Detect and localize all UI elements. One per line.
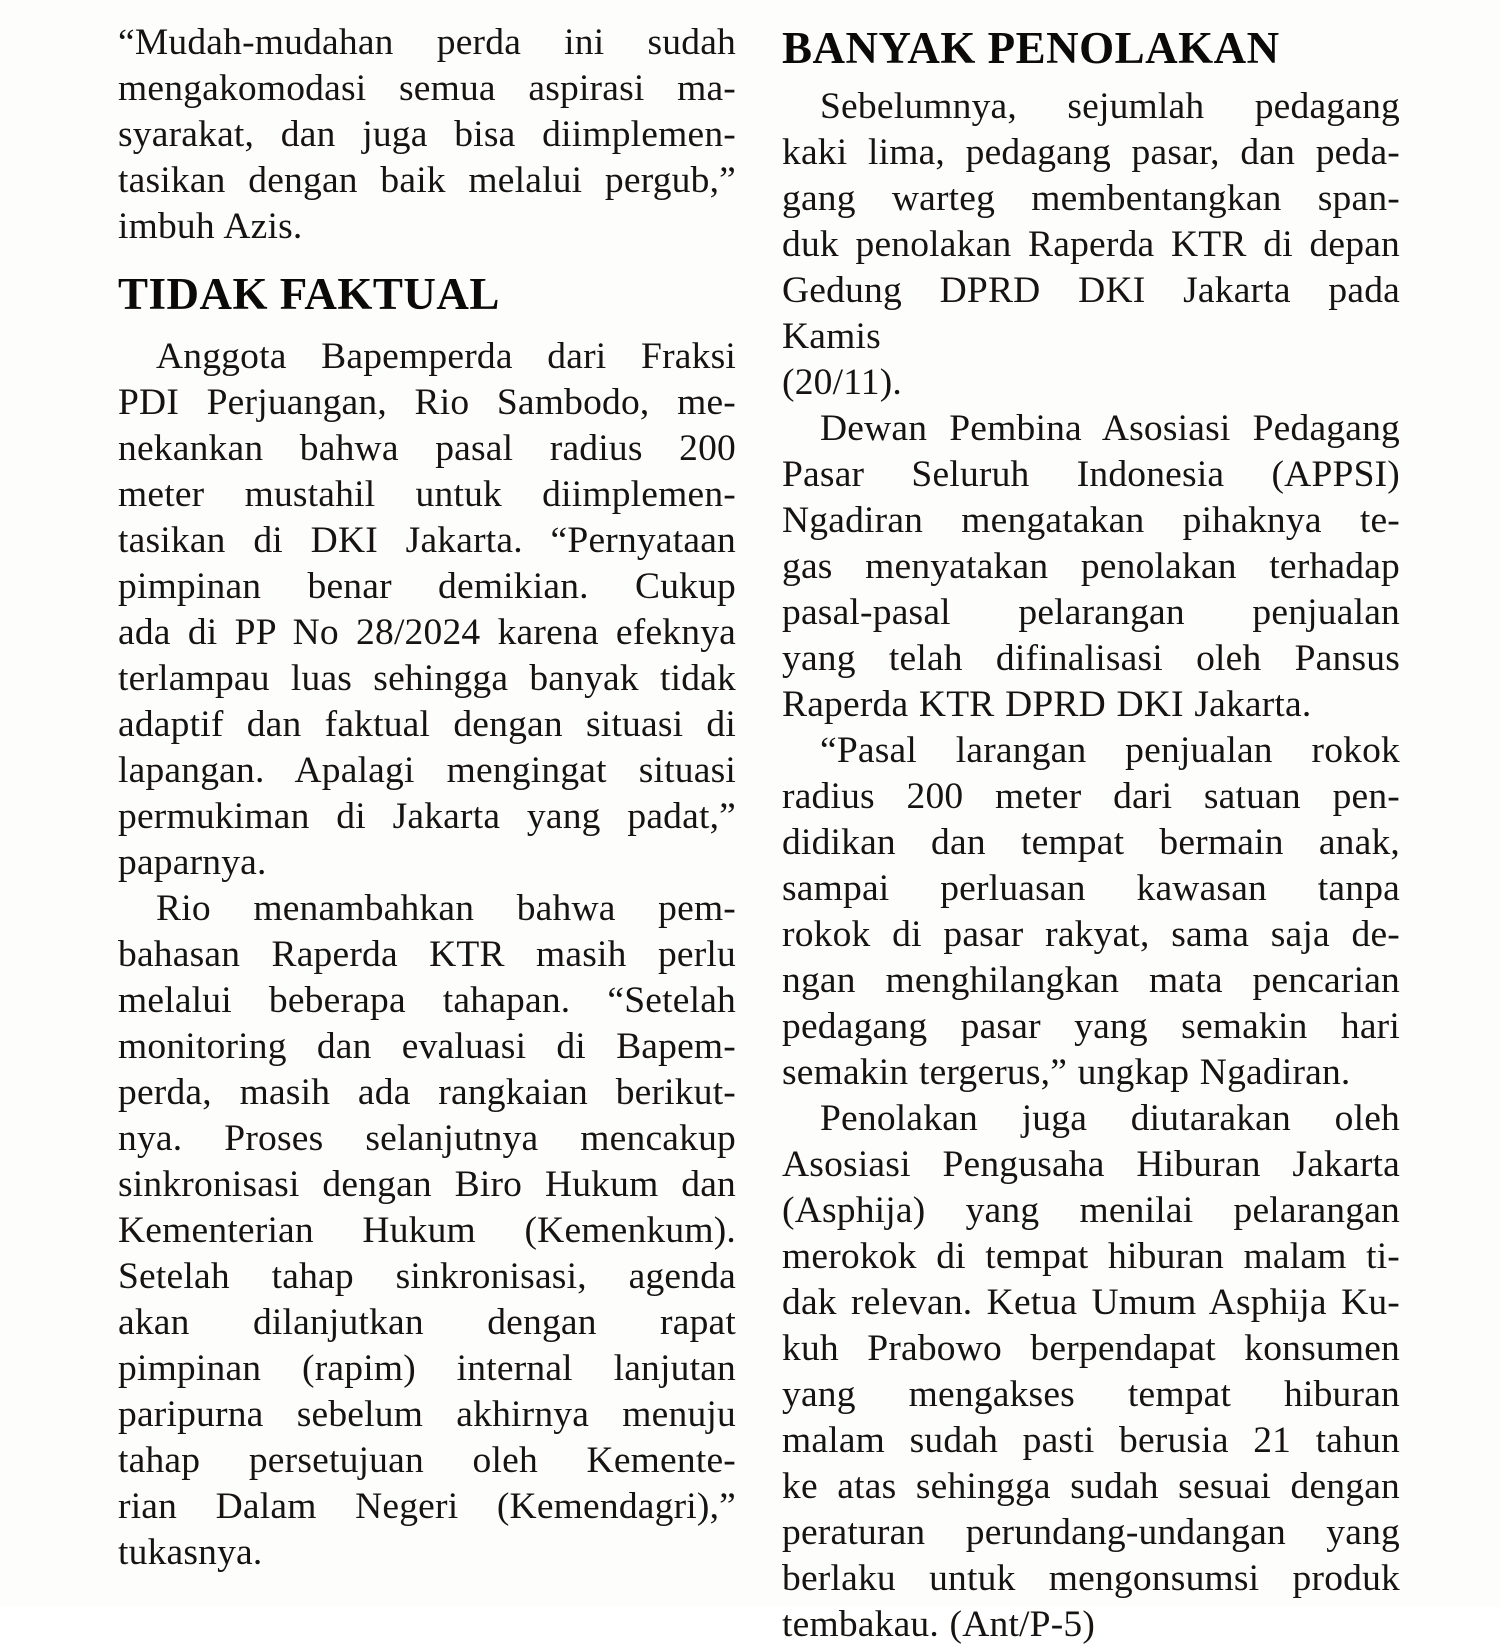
text-line: pimpinan benar demikian. Cukup xyxy=(118,566,736,607)
text-line: tasikan di DKI Jakarta. “Pernyataan xyxy=(118,520,736,561)
text-line: Dewan Pembina Asosiasi Pedagang xyxy=(820,408,1400,449)
text-line: duk penolakan Raperda KTR di depan xyxy=(782,224,1400,265)
text-line: Sebelumnya, sejumlah pedagang xyxy=(820,86,1400,127)
text-line: paripurna sebelum akhirnya menuju xyxy=(118,1394,736,1435)
text-line: tahap persetujuan oleh Kemente- xyxy=(118,1440,736,1481)
text-line: Asosiasi Pengusaha Hiburan Jakarta xyxy=(782,1144,1400,1185)
text-line: berlaku untuk mengonsumsi produk xyxy=(782,1558,1400,1599)
text-line: gang warteg membentangkan span- xyxy=(782,178,1400,219)
paragraph xyxy=(118,334,736,886)
text-line: Anggota Bapemperda dari Fraksi xyxy=(156,336,736,377)
paragraph xyxy=(118,20,736,250)
text-line: pedagang pasar yang semakin hari xyxy=(782,1006,1400,1047)
article-column-right xyxy=(782,20,1400,1645)
text-line: tembakau. (Ant/P-5) xyxy=(782,1604,1096,1645)
text-line: nya. Proses selanjutnya mencakup xyxy=(118,1118,736,1159)
text-line: ke atas sehingga sudah sesuai dengan xyxy=(782,1466,1400,1507)
text-line: permukiman di Jakarta yang padat,” xyxy=(118,796,736,837)
text-line: merokok di tempat hiburan malam ti- xyxy=(782,1236,1400,1277)
text-line: melalui beberapa tahapan. “Setelah xyxy=(118,980,736,1021)
text-line: Gedung DPRD DKI Jakarta pada Kamis xyxy=(782,270,1400,357)
text-line: (Asphija) yang menilai pelarangan xyxy=(782,1190,1400,1231)
text-line: malam sudah pasti berusia 21 tahun xyxy=(782,1420,1400,1461)
text-line: ada di PP No 28/2024 karena efeknya xyxy=(118,612,736,653)
text-line: “Mudah-mudahan perda ini sudah xyxy=(118,22,736,63)
text-line: monitoring dan evaluasi di Bapem- xyxy=(118,1026,736,1067)
text-line: Rio menambahkan bahwa pem- xyxy=(156,888,736,929)
text-line: bahasan Raperda KTR masih perlu xyxy=(118,934,736,975)
text-line: pasal-pasal pelarangan penjualan xyxy=(782,592,1400,633)
paragraph xyxy=(782,84,1400,406)
text-line: adaptif dan faktual dengan situasi di xyxy=(118,704,736,745)
text-line: imbuh Azis. xyxy=(118,206,303,247)
section-heading: BANYAK PENOLAKAN xyxy=(782,23,1280,73)
article-column-left xyxy=(118,20,736,1607)
text-line: ngan menghilangkan mata pencarian xyxy=(782,960,1400,1001)
text-line: Ngadiran mengatakan pihaknya te- xyxy=(782,500,1400,541)
text-line: Raperda KTR DPRD DKI Jakarta. xyxy=(782,684,1312,725)
text-line: akan dilanjutkan dengan rapat xyxy=(118,1302,736,1343)
text-line: Kementerian Hukum (Kemenkum). xyxy=(118,1210,736,1251)
text-line: rokok di pasar rakyat, sama saja de- xyxy=(782,914,1400,955)
text-line: dak relevan. Ketua Umum Asphija Ku- xyxy=(782,1282,1400,1323)
text-line: (20/11). xyxy=(782,362,902,403)
text-line: gas menyatakan penolakan terhadap xyxy=(782,546,1400,587)
text-line: Penolakan juga diutarakan oleh xyxy=(820,1098,1400,1139)
text-line: radius 200 meter dari satuan pen- xyxy=(782,776,1400,817)
text-line: PDI Perjuangan, Rio Sambodo, me- xyxy=(118,382,736,423)
paragraph xyxy=(782,1096,1400,1648)
text-line: kuh Prabowo berpendapat konsumen xyxy=(782,1328,1400,1369)
paragraph xyxy=(782,728,1400,1096)
text-line: yang mengakses tempat hiburan xyxy=(782,1374,1400,1415)
text-line: syarakat, dan juga bisa diimplemen- xyxy=(118,114,736,155)
text-line: sampai perluasan kawasan tanpa xyxy=(782,868,1400,909)
text-line: tasikan dengan baik melalui pergub,” xyxy=(118,160,736,201)
text-line: yang telah difinalisasi oleh Pansus xyxy=(782,638,1400,679)
text-line: semakin tergerus,” ungkap Ngadiran. xyxy=(782,1052,1351,1093)
text-line: terlampau luas sehingga banyak tidak xyxy=(118,658,736,699)
text-line: peraturan perundang-undangan yang xyxy=(782,1512,1400,1553)
text-line: tukasnya. xyxy=(118,1532,263,1573)
text-line: kaki lima, pedagang pasar, dan peda- xyxy=(782,132,1400,173)
text-line: sinkronisasi dengan Biro Hukum dan xyxy=(118,1164,736,1205)
text-line: mengakomodasi semua aspirasi ma- xyxy=(118,68,736,109)
text-line: meter mustahil untuk diimplemen- xyxy=(118,474,736,515)
text-line: pimpinan (rapim) internal lanjutan xyxy=(118,1348,736,1389)
paragraph xyxy=(782,406,1400,728)
text-line: nekankan bahwa pasal radius 200 xyxy=(118,428,736,469)
text-line: Setelah tahap sinkronisasi, agenda xyxy=(118,1256,736,1297)
text-line: perda, masih ada rangkaian berikut- xyxy=(118,1072,736,1113)
text-line: Pasar Seluruh Indonesia (APPSI) xyxy=(782,454,1400,495)
text-line: paparnya. xyxy=(118,842,267,883)
section-heading: TIDAK FAKTUAL xyxy=(118,269,500,319)
paragraph xyxy=(118,886,736,1576)
text-line: lapangan. Apalagi mengingat situasi xyxy=(118,750,736,791)
text-line: “Pasal larangan penjualan rokok xyxy=(820,730,1400,771)
text-line: rian Dalam Negeri (Kemendagri),” xyxy=(118,1486,736,1527)
text-line: didikan dan tempat bermain anak, xyxy=(782,822,1400,863)
